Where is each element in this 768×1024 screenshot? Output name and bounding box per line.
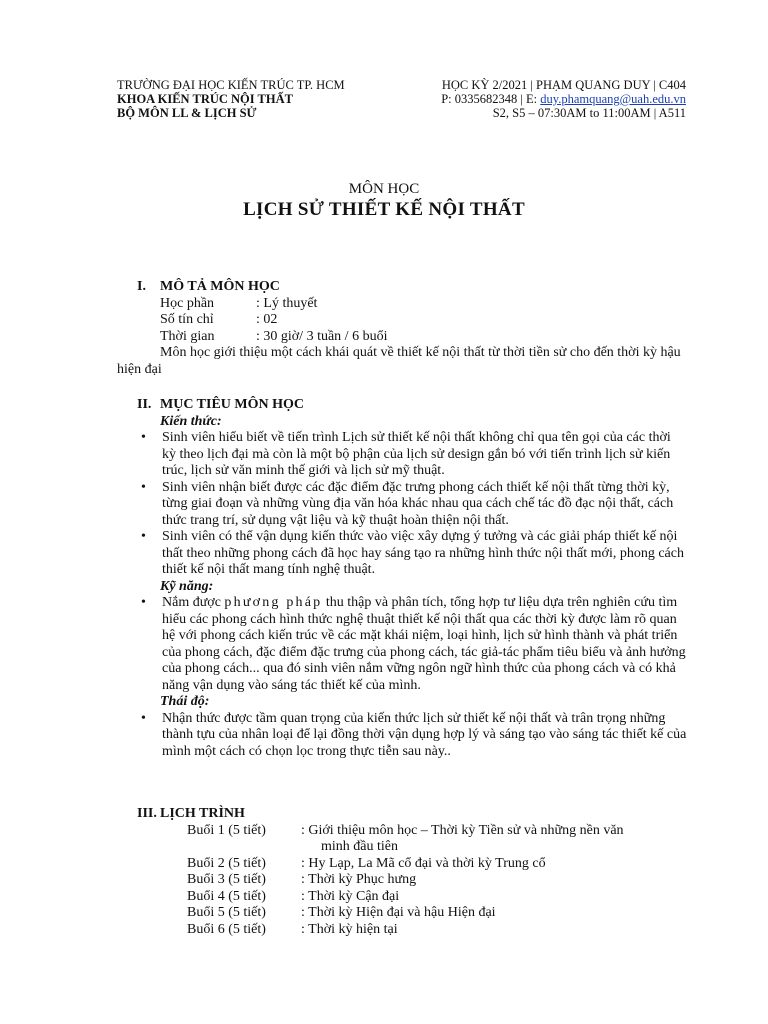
section-heading <box>117 279 687 296</box>
schedule-row <box>187 872 687 889</box>
info-row <box>160 312 687 329</box>
session-topic: : Thời kỳ hiện tại <box>301 921 398 937</box>
header-faculty: KHOA KIẾN TRÚC NỘI THẤT <box>117 92 293 106</box>
session-label: Buổi 2 (5 tiết) <box>187 855 266 871</box>
knowledge-list <box>117 430 687 579</box>
list-item-text: Sinh viên hiểu biết về tiến trình Lịch sử thiết kế nội thất không chỉ qua tên gọi của các thời kỳ theo lịch đại mà còn là một bộ phận của lịch sử design gắn bó với tiến trình lịch sử kiến trúc, lịch sử văn minh thế giới và lịch sử mỹ thuật. <box>162 430 671 478</box>
session-topic-text: : Giới thiệu môn học – Thời kỳ Tiền sử và những nền văn <box>301 822 624 838</box>
section-title: MỤC TIÊU MÔN HỌC <box>160 397 305 412</box>
list-item <box>117 529 687 579</box>
info-value: : 02 <box>256 312 278 327</box>
session-label: Buổi 5 (5 tiết) <box>187 905 266 920</box>
section-number: I. <box>137 279 146 294</box>
session-label: Buổi 1 (5 tiết) <box>187 822 266 838</box>
list-item-text: Sinh viên nhận biết được các đặc điểm đặc trưng phong cách thiết kế nội thất từng thời kỳ, từng giai đoạn và những vùng địa văn hóa khác nhau qua cách chế tác đồ đạc nội thất, cách thức trang trí, sử dụng vật liệu và kỹ thuật hoàn thiện nội thất. <box>162 479 674 528</box>
section-title: LỊCH TRÌNH <box>160 806 245 821</box>
subheading-attitude: Thái độ: <box>160 694 210 709</box>
list-item <box>117 595 687 694</box>
list-item-text: Nhận thức được tầm quan trọng của kiến thức lịch sử thiết kế nội thất và trân trọng những thành tựu của nhân loại để lại đồng thời vận dụng hợp lý và sáng tạo vào sáng tác thiết kế của mình một cách có chọn lọc trong thực tiễn sau này.. <box>162 710 687 759</box>
list-item-text: thu thập và phân tích, tổng hợp tư liệu dựa trên nghiên cứu tìm hiểu các phong cách hình thức nghệ thuật thiết kế nội thất qua các thời kỳ được làm rõ quan hệ với phong cách kiến trúc về các mặt khái niệm, loại hình, lịch sử hình thành và phát triển của phong cách, đặc điểm đặc trưng của phong cách, tác giả-tác phẩm tiêu biểu và ảnh hưởng của phong cách... qua đó sinh viên nắm vững ngôn ngữ hình thức của phong cách và có khả năng vận dụng vào sáng tác thiết kế của mình. <box>162 595 686 693</box>
info-value: : 30 giờ/ 3 tuần / 6 buổi <box>256 328 388 344</box>
list-item <box>117 430 687 480</box>
section-objectives <box>117 397 687 760</box>
schedule-row <box>187 905 687 922</box>
session-topic: : Thời kỳ Hiện đại và hậu Hiện đại <box>301 905 496 920</box>
header-phone: P: 0335682348 | E: <box>441 92 541 106</box>
session-label: Buổi 6 (5 tiết) <box>187 921 266 937</box>
info-row <box>160 296 687 313</box>
list-item-text: phương pháp <box>224 595 323 610</box>
skills-list <box>117 595 687 694</box>
subheading-knowledge: Kiến thức: <box>160 413 222 429</box>
session-topic: : Thời kỳ Cận đại <box>301 888 400 904</box>
bullet-icon: • <box>141 595 146 610</box>
bullet-icon: • <box>141 430 146 445</box>
session-label: Buổi 3 (5 tiết) <box>187 872 266 887</box>
info-key: Số tín chỉ <box>160 312 214 327</box>
course-title <box>0 180 768 222</box>
title-label: MÔN HỌC <box>348 181 420 197</box>
bullet-icon: • <box>141 479 146 495</box>
session-topic <box>301 823 687 856</box>
title-main: LỊCH SỬ THIẾT KẾ NỘI THẤT <box>243 199 525 220</box>
bullet-icon: • <box>141 710 146 726</box>
schedule-row <box>187 823 687 856</box>
bullet-icon: • <box>141 529 146 544</box>
session-topic-cont: minh đầu tiên <box>321 839 398 854</box>
section-number: III. <box>137 806 157 821</box>
header-department: BỘ MÔN LL & LỊCH SỬ <box>117 106 257 120</box>
info-key: Thời gian <box>160 328 215 344</box>
section-number: II. <box>137 397 152 412</box>
section-heading <box>117 397 687 414</box>
section-title: MÔ TẢ MÔN HỌC <box>160 279 280 294</box>
list-item <box>117 711 687 761</box>
section-heading <box>117 806 687 823</box>
list-item-text: Nắm được <box>162 595 225 610</box>
attitude-list <box>117 711 687 761</box>
info-key: Học phần <box>160 295 215 311</box>
schedule-row <box>187 922 687 939</box>
subheading-skills: Kỹ năng: <box>160 578 214 594</box>
header-institution <box>117 78 345 120</box>
header-schedule: S2, S5 – 07:30AM to 11:00AM | A511 <box>492 106 686 120</box>
session-label: Buổi 4 (5 tiết) <box>187 888 266 904</box>
info-row <box>160 329 687 346</box>
schedule-row <box>187 856 687 873</box>
schedule-row <box>187 889 687 906</box>
list-item <box>117 480 687 530</box>
header-semester-lecturer: HỌC KỲ 2/2021 | PHẠM QUANG DUY | C404 <box>441 78 686 92</box>
section-description <box>117 279 687 378</box>
header-course-info <box>432 78 686 120</box>
list-item-text: Sinh viên có thể vận dụng kiến thức vào việc xây dựng ý tưởng và các giải pháp thiết kế nội thất theo những phong cách đã học hay sáng tạo ra những hình thức nội thất mới, phong cách thiết kế nội thất mang tính nghệ thuật. <box>162 529 684 577</box>
email-link[interactable]: duy.phamquang@uah.edu.vn <box>540 92 686 106</box>
section-schedule <box>117 806 687 938</box>
session-topic: : Hy Lạp, La Mã cổ đại và thời kỳ Trung cổ <box>301 855 546 871</box>
header-contact <box>432 92 686 106</box>
course-description: Môn học giới thiệu một cách khái quát về thiết kế nội thất từ thời tiền sử cho đến thời kỳ hậu hiện đại <box>117 345 681 377</box>
info-value: : Lý thuyết <box>256 295 318 311</box>
session-topic: : Thời kỳ Phục hưng <box>301 872 417 887</box>
header-university: TRƯỜNG ĐẠI HỌC KIẾN TRÚC TP. HCM <box>117 78 345 92</box>
